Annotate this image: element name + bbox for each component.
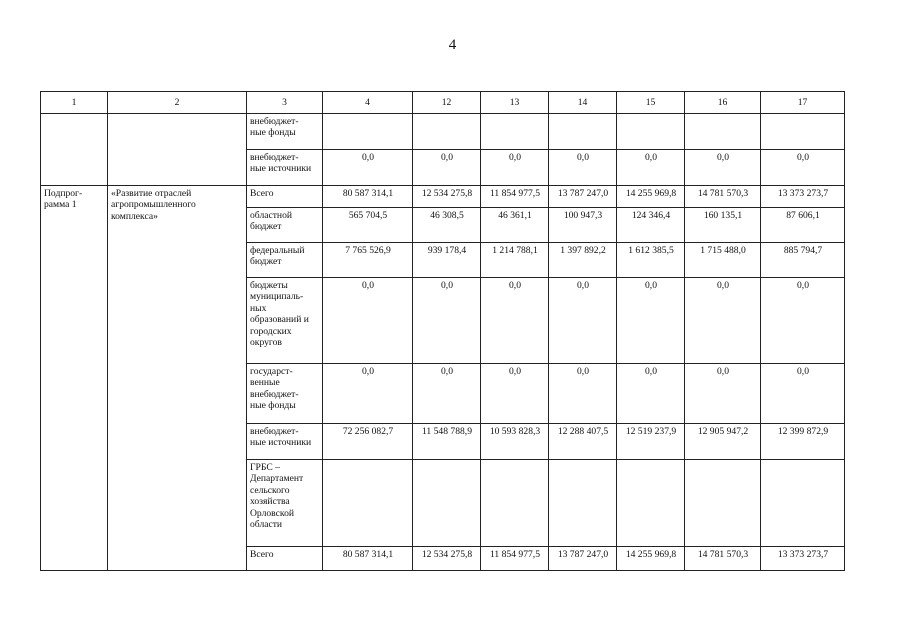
value-cell bbox=[685, 114, 761, 150]
value-cell: 0,0 bbox=[323, 364, 413, 424]
column-header: 15 bbox=[617, 92, 685, 114]
table-body bbox=[41, 114, 845, 571]
funding-source: внебюджет- ные источники bbox=[247, 424, 323, 460]
value-cell: 0,0 bbox=[413, 278, 481, 364]
value-cell bbox=[761, 114, 845, 150]
table-row bbox=[41, 114, 845, 150]
value-cell bbox=[617, 114, 685, 150]
value-cell: 0,0 bbox=[685, 364, 761, 424]
value-cell bbox=[685, 460, 761, 547]
value-cell: 885 794,7 bbox=[761, 243, 845, 278]
funding-source: Всего bbox=[247, 186, 323, 208]
value-cell: 0,0 bbox=[413, 150, 481, 186]
value-cell: 12 399 872,9 bbox=[761, 424, 845, 460]
funding-source: федеральный бюджет bbox=[247, 243, 323, 278]
value-cell: 0,0 bbox=[761, 278, 845, 364]
value-cell: 0,0 bbox=[549, 278, 617, 364]
funding-source: внебюджет- ные источники bbox=[247, 150, 323, 186]
value-cell: 0,0 bbox=[617, 278, 685, 364]
value-cell: 12 905 947,2 bbox=[685, 424, 761, 460]
funding-source: Всего bbox=[247, 547, 323, 571]
value-cell: 1 214 788,1 bbox=[481, 243, 549, 278]
value-cell: 46 361,1 bbox=[481, 208, 549, 243]
value-cell: 0,0 bbox=[685, 150, 761, 186]
value-cell: 11 854 977,5 bbox=[481, 186, 549, 208]
value-cell: 0,0 bbox=[761, 150, 845, 186]
value-cell: 14 781 570,3 bbox=[685, 547, 761, 571]
value-cell: 72 256 082,7 bbox=[323, 424, 413, 460]
value-cell: 11 854 977,5 bbox=[481, 547, 549, 571]
column-header: 2 bbox=[108, 92, 247, 114]
value-cell: 46 308,5 bbox=[413, 208, 481, 243]
page-number: 4 bbox=[448, 37, 457, 53]
funding-source: бюджеты муниципаль- ных образований и городских округов bbox=[247, 278, 323, 364]
column-header: 16 bbox=[685, 92, 761, 114]
value-cell: 0,0 bbox=[323, 278, 413, 364]
column-header: 12 bbox=[413, 92, 481, 114]
value-cell bbox=[761, 460, 845, 547]
value-cell: 87 606,1 bbox=[761, 208, 845, 243]
budget-table bbox=[40, 91, 845, 571]
column-header: 1 bbox=[41, 92, 108, 114]
table-row bbox=[41, 186, 845, 208]
value-cell: 0,0 bbox=[617, 150, 685, 186]
column-header: 17 bbox=[761, 92, 845, 114]
value-cell: 565 704,5 bbox=[323, 208, 413, 243]
value-cell: 0,0 bbox=[481, 278, 549, 364]
value-cell: 160 135,1 bbox=[685, 208, 761, 243]
value-cell bbox=[549, 460, 617, 547]
value-cell bbox=[481, 460, 549, 547]
value-cell: 1 715 488,0 bbox=[685, 243, 761, 278]
value-cell bbox=[549, 114, 617, 150]
value-cell: 0,0 bbox=[549, 150, 617, 186]
value-cell: 1 397 892,2 bbox=[549, 243, 617, 278]
value-cell: 12 534 275,8 bbox=[413, 186, 481, 208]
column-header: 3 bbox=[247, 92, 323, 114]
value-cell: 0,0 bbox=[549, 364, 617, 424]
value-cell: 939 178,4 bbox=[413, 243, 481, 278]
value-cell: 124 346,4 bbox=[617, 208, 685, 243]
value-cell: 13 787 247,0 bbox=[549, 186, 617, 208]
value-cell: 14 781 570,3 bbox=[685, 186, 761, 208]
table-header bbox=[41, 92, 845, 114]
value-cell: 13 787 247,0 bbox=[549, 547, 617, 571]
funding-source: областной бюджет bbox=[247, 208, 323, 243]
column-header: 13 bbox=[481, 92, 549, 114]
value-cell: 80 587 314,1 bbox=[323, 547, 413, 571]
value-cell: 11 548 788,9 bbox=[413, 424, 481, 460]
value-cell bbox=[413, 460, 481, 547]
value-cell: 12 519 237,9 bbox=[617, 424, 685, 460]
value-cell: 1 612 385,5 bbox=[617, 243, 685, 278]
value-cell: 0,0 bbox=[761, 364, 845, 424]
program-cell: Подпрог- рамма 1 bbox=[41, 186, 108, 571]
value-cell: 13 373 273,7 bbox=[761, 186, 845, 208]
value-cell: 0,0 bbox=[323, 150, 413, 186]
empty-cell bbox=[108, 114, 247, 186]
value-cell: 14 255 969,8 bbox=[617, 547, 685, 571]
funding-source: государст- венные внебюджет- ные фонды bbox=[247, 364, 323, 424]
value-cell: 7 765 526,9 bbox=[323, 243, 413, 278]
program-title: «Развитие отраслей агропромышленного комплекса» bbox=[108, 186, 247, 571]
value-cell: 13 373 273,7 bbox=[761, 547, 845, 571]
funding-source: внебюджет- ные фонды bbox=[247, 114, 323, 150]
value-cell: 0,0 bbox=[481, 150, 549, 186]
column-header: 4 bbox=[323, 92, 413, 114]
value-cell: 100 947,3 bbox=[549, 208, 617, 243]
value-cell bbox=[323, 460, 413, 547]
value-cell: 0,0 bbox=[481, 364, 549, 424]
value-cell: 80 587 314,1 bbox=[323, 186, 413, 208]
value-cell: 14 255 969,8 bbox=[617, 186, 685, 208]
value-cell bbox=[617, 460, 685, 547]
value-cell: 12 534 275,8 bbox=[413, 547, 481, 571]
value-cell bbox=[323, 114, 413, 150]
value-cell: 0,0 bbox=[685, 278, 761, 364]
value-cell: 12 288 407,5 bbox=[549, 424, 617, 460]
value-cell bbox=[413, 114, 481, 150]
value-cell: 0,0 bbox=[413, 364, 481, 424]
column-header: 14 bbox=[549, 92, 617, 114]
empty-cell bbox=[41, 114, 108, 186]
funding-source: ГРБС – Департамент сельского хозяйства Орловской области bbox=[247, 460, 323, 547]
value-cell: 0,0 bbox=[617, 364, 685, 424]
value-cell: 10 593 828,3 bbox=[481, 424, 549, 460]
value-cell bbox=[481, 114, 549, 150]
